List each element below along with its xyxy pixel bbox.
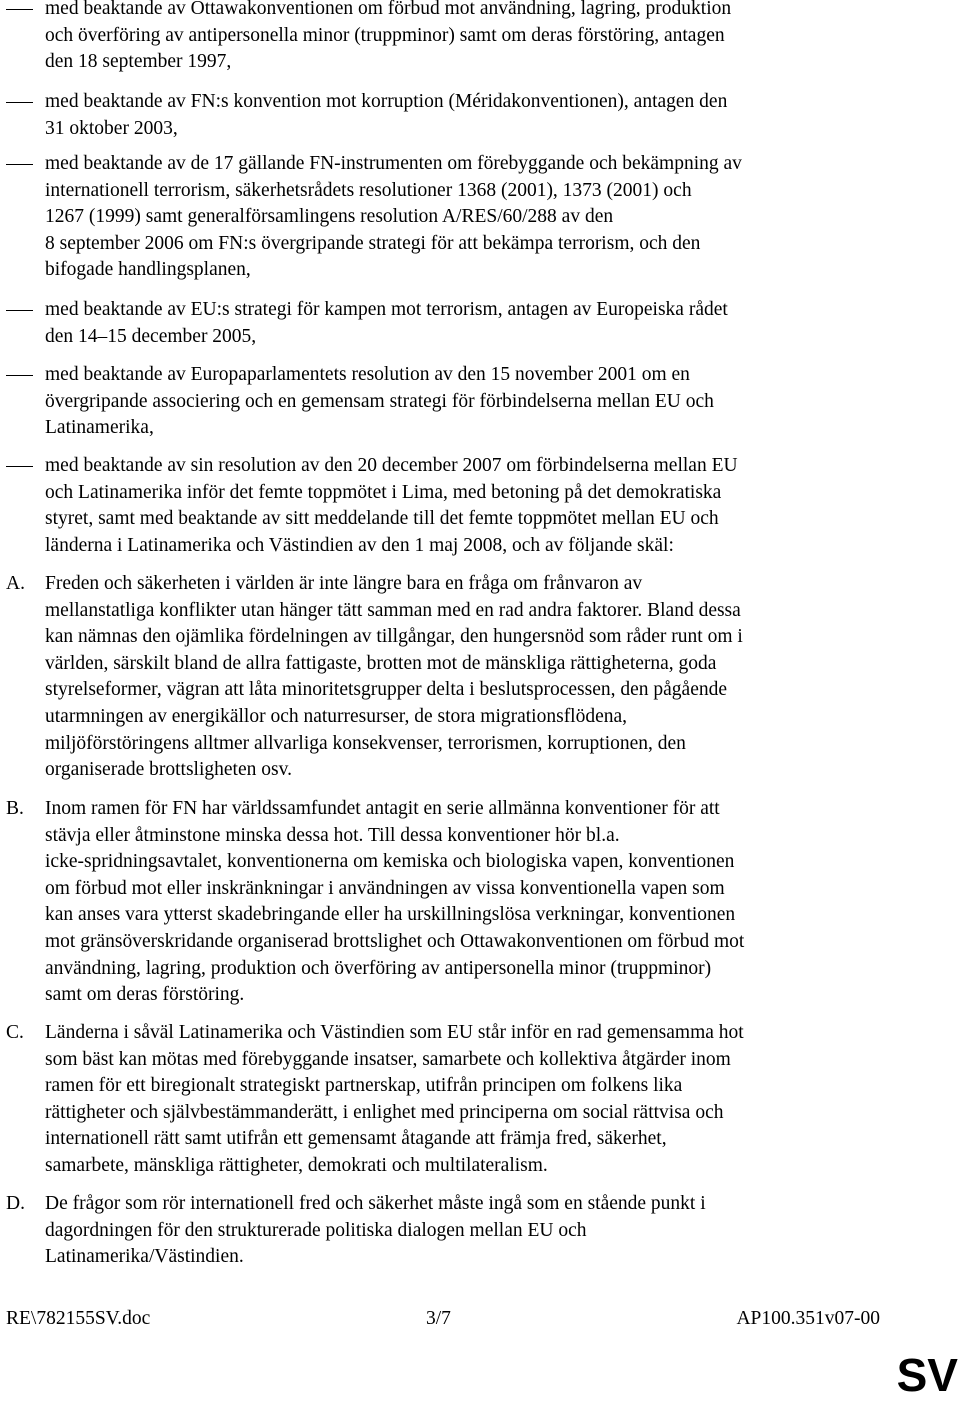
dash-marker xyxy=(6,9,33,10)
citation-text xyxy=(45,453,880,559)
dash-marker xyxy=(6,466,33,467)
text-line: användning, lagring, produktion och överföring av antipersonella minor (truppminor) xyxy=(45,957,712,979)
dash-marker xyxy=(6,164,33,165)
document-code: AP100.351v07-00 xyxy=(736,1308,880,1329)
recital-item xyxy=(0,1191,900,1271)
text-line: Freden och säkerheten i världen är inte längre bara en fråga om frånvaron av xyxy=(45,573,643,594)
citation-text xyxy=(45,297,880,350)
citation-item xyxy=(0,453,900,559)
dash-marker xyxy=(6,310,33,311)
text-line: mot gränsöverskridande organiserad brottslighet och Ottawakonventionen om förbud mot xyxy=(45,930,745,952)
text-line: världen, särskilt bland de allra fattigaste, brotten mot de mänskliga rättigheterna, goda xyxy=(45,652,717,674)
text-line: mellanstatliga konflikter utan hänger tätt samman med en rad andra faktorer. Bland dessa xyxy=(45,599,741,621)
text-line: utarmningen av energikällor och naturresurser, de stora migrationsflödena, xyxy=(45,705,628,727)
text-line: styrelseformer, vägran att låta minoritetsgrupper delta i beslutsprocessen, den pågående xyxy=(45,679,728,701)
citation-text xyxy=(45,0,880,76)
page-footer xyxy=(6,1305,880,1332)
citation-text xyxy=(45,362,880,442)
recital-letter: D. xyxy=(6,1193,25,1214)
text-line: Latinamerika, xyxy=(45,417,154,439)
text-line: med beaktande av FN:s konvention mot korruption (Méridakonventionen), antagen den xyxy=(45,91,728,112)
text-line: 1267 (1999) samt generalförsamlingens resolution A/RES/60/288 av den xyxy=(45,206,614,228)
text-line: 8 september 2006 om FN:s övergripande strategi för att bekämpa terrorism, och den xyxy=(45,232,701,254)
text-line: Inom ramen för FN har världssamfundet antagit en serie allmänna konventioner för att xyxy=(45,798,720,819)
page-number: 3/7 xyxy=(426,1308,451,1329)
citation-text xyxy=(45,151,880,284)
text-line: som bäst kan mötas med förebyggande insatser, samarbete och kollektiva åtgärder inom xyxy=(45,1048,731,1070)
text-line: styret, samt med beaktande av sitt meddelande till det femte toppmötet mellan EU och xyxy=(45,508,719,530)
citation-item xyxy=(0,0,900,76)
text-line: den 18 september 1997, xyxy=(45,51,232,73)
text-line: ramen för ett biregionalt strategiskt partnerskap, utifrån principen om folkens lika xyxy=(45,1075,683,1097)
text-line: stävja eller åtminstone minska dessa hot. Till dessa konventioner hör bl.a. xyxy=(45,824,620,846)
text-line: samarbete, mänskliga rättigheter, demokrati och multilateralism. xyxy=(45,1154,548,1176)
text-line: övergripande associering och en gemensam strategi för förbindelserna mellan EU och xyxy=(45,390,714,412)
text-line: med beaktande av de 17 gällande FN-instrumenten om förebyggande och bekämpning av xyxy=(45,153,742,174)
text-line: med beaktande av sin resolution av den 20 december 2007 om förbindelserna mellan EU xyxy=(45,455,738,476)
recital-item xyxy=(0,1020,900,1180)
text-line: internationell terrorism, säkerhetsrådets resolutioner 1368 (2001), 1373 (2001) och xyxy=(45,179,692,201)
text-line: med beaktande av EU:s strategi för kampen mot terrorism, antagen av Europeiska rådet xyxy=(45,299,728,320)
citation-item xyxy=(0,89,900,142)
text-line: länderna i Latinamerika och Västindien av den 1 maj 2008, och av följande skäl: xyxy=(45,534,674,556)
recital-letter: C. xyxy=(6,1022,24,1043)
document-reference: RE\782155SV.doc xyxy=(6,1308,151,1329)
recital-item xyxy=(0,796,900,1009)
text-line: kan anses vara ytterst skadebringande eller ha urskillningslösa verkningar, konventionen xyxy=(45,904,736,926)
text-line: och Latinamerika inför det femte toppmötet i Lima, med betoning på det demokratiska xyxy=(45,481,722,503)
text-line: organiserade brottsligheten osv. xyxy=(45,759,292,781)
recital-letter: B. xyxy=(6,798,24,819)
text-line: Länderna i såväl Latinamerika och Västindien som EU står inför en rad gemensamma hot xyxy=(45,1022,744,1043)
text-line: bifogade handlingsplanen, xyxy=(45,259,251,281)
recital-text xyxy=(45,571,880,784)
text-line: den 14–15 december 2005, xyxy=(45,325,257,347)
text-line: samt om deras förstöring. xyxy=(45,984,245,1006)
text-line: miljöförstöringens alltmer allvarliga konsekvenser, terrorismen, korruptionen, den xyxy=(45,732,686,754)
recital-item xyxy=(0,571,900,784)
text-line: 31 oktober 2003, xyxy=(45,117,178,139)
text-line: med beaktande av Ottawakonventionen om förbud mot användning, lagring, produktion xyxy=(45,0,732,19)
text-line: om förbud mot eller inskränkningar i användningen av vissa konventionella vapen som xyxy=(45,877,725,899)
text-line: och överföring av antipersonella minor (truppminor) samt om deras förstöring, antagen xyxy=(45,24,725,46)
text-line: rättigheter och självbestämmanderätt, i enlighet med principerna om social rättvisa och xyxy=(45,1101,724,1123)
text-line: De frågor som rör internationell fred och säkerhet måste ingå som en stående punkt i xyxy=(45,1193,706,1214)
text-line: med beaktande av Europaparlamentets resolution av den 15 november 2001 om en xyxy=(45,364,690,385)
citation-item xyxy=(0,362,900,442)
language-tag: SV xyxy=(896,1349,958,1401)
recital-text xyxy=(45,1191,880,1271)
text-line: internationell rätt samt utifrån ett gemensamt åtagande att främja fred, säkerhet, xyxy=(45,1128,667,1150)
text-line: kan nämnas den ojämlika fördelningen av tillgångar, den hungersnöd som råder runt om i xyxy=(45,626,743,648)
recital-letter: A. xyxy=(6,573,25,594)
recital-text xyxy=(45,796,880,1009)
text-line: icke-spridningsavtalet, konventionerna om kemiska och biologiska vapen, konventionen xyxy=(45,851,735,873)
dash-marker xyxy=(6,102,33,103)
dash-marker xyxy=(6,375,33,376)
recital-text xyxy=(45,1020,880,1180)
text-line: dagordningen för den strukturerade politiska dialogen mellan EU och xyxy=(45,1219,587,1241)
citation-item xyxy=(0,151,900,284)
citation-item xyxy=(0,297,900,350)
text-line: Latinamerika/Västindien. xyxy=(45,1246,244,1268)
citation-text xyxy=(45,89,880,142)
